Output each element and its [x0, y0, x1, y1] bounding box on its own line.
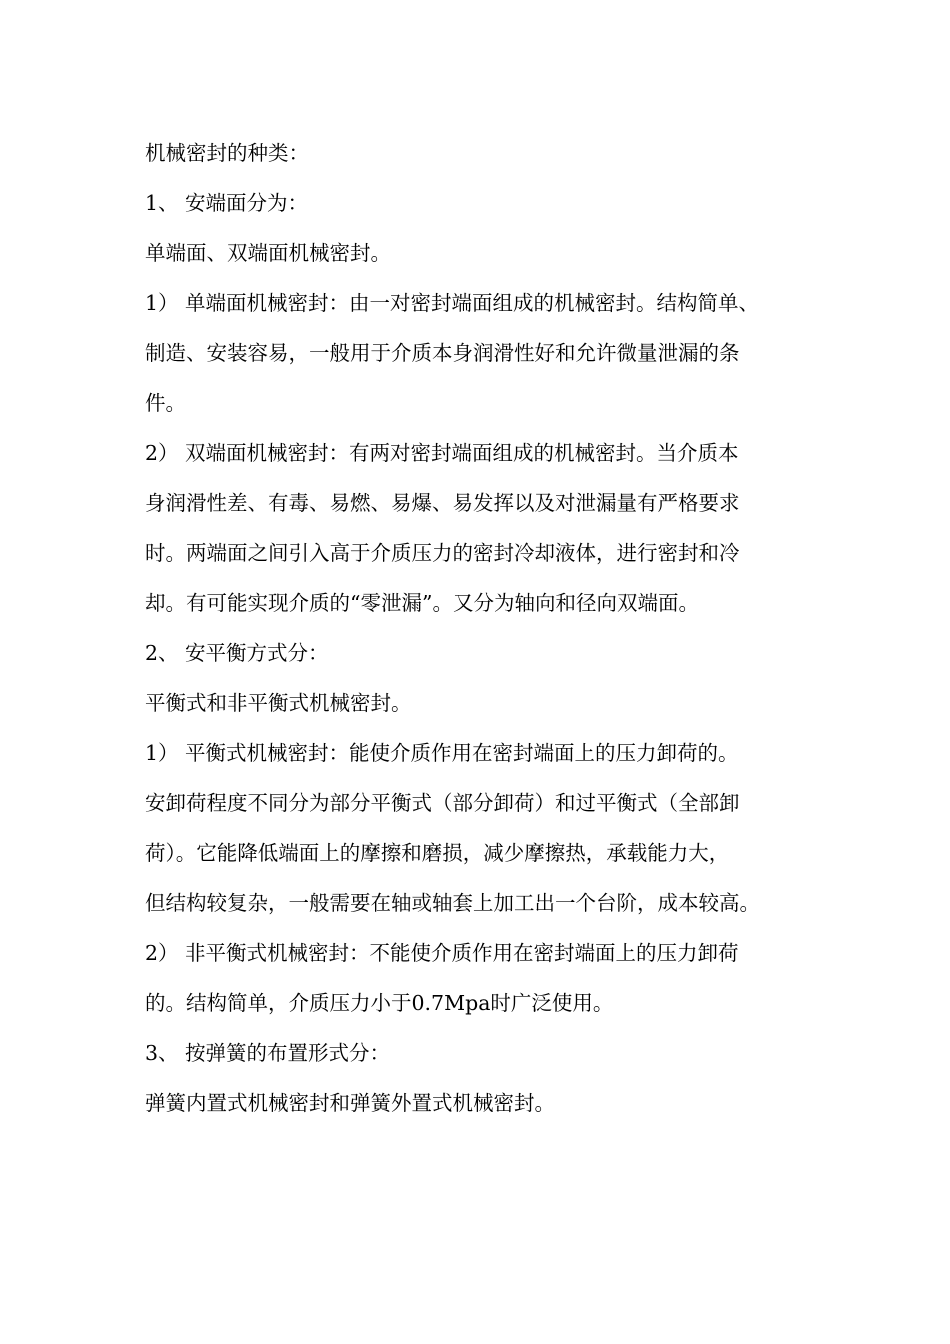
text-line: 1、 安端面分为：	[145, 191, 309, 215]
text-line: 制造、安装容易，一般用于介质本身润滑性好和允许微量泄漏的条	[145, 341, 740, 365]
text-line: 时。两端面之间引入高于介质压力的密封冷却液体，进行密封和冷	[145, 541, 740, 565]
text-line: 却。有可能实现介质的“零泄漏”。又分为轴向和径向双端面。	[145, 591, 699, 615]
text-line: 弹簧内置式机械密封和弹簧外置式机械密封。	[145, 1091, 555, 1115]
text-line: 1） 单端面机械密封：由一对密封端面组成的机械密封。结构简单、	[145, 291, 760, 315]
text-line: 2） 双端面机械密封：有两对密封端面组成的机械密封。当介质本	[145, 441, 739, 465]
text-line: 平衡式和非平衡式机械密封。	[145, 691, 412, 715]
text-line: 件。	[145, 391, 186, 415]
text-line: 2） 非平衡式机械密封：不能使介质作用在密封端面上的压力卸荷	[145, 941, 739, 965]
text-line: 单端面、双端面机械密封。	[145, 241, 391, 265]
text-line: 身润滑性差、有毒、易燃、易爆、易发挥以及对泄漏量有严格要求	[145, 491, 740, 515]
text-line: 安卸荷程度不同分为部分平衡式（部分卸荷）和过平衡式（全部卸	[145, 791, 740, 815]
text-line: 1） 平衡式机械密封：能使介质作用在密封端面上的压力卸荷的。	[145, 741, 739, 765]
text-line: 荷）。它能降低端面上的摩擦和磨损，减少摩擦热，承载能力大，	[145, 841, 730, 865]
text-line: 3、 按弹簧的布置形式分：	[145, 1041, 391, 1065]
text-line: 2、 安平衡方式分：	[145, 641, 329, 665]
text-line: 的。结构简单，介质压力小于0.7Mpa时广泛使用。	[145, 991, 614, 1015]
text-line: 机械密封的种类：	[145, 141, 309, 165]
text-line: 但结构较复杂，一般需要在轴或轴套上加工出一个台阶，成本较高。	[145, 891, 760, 915]
